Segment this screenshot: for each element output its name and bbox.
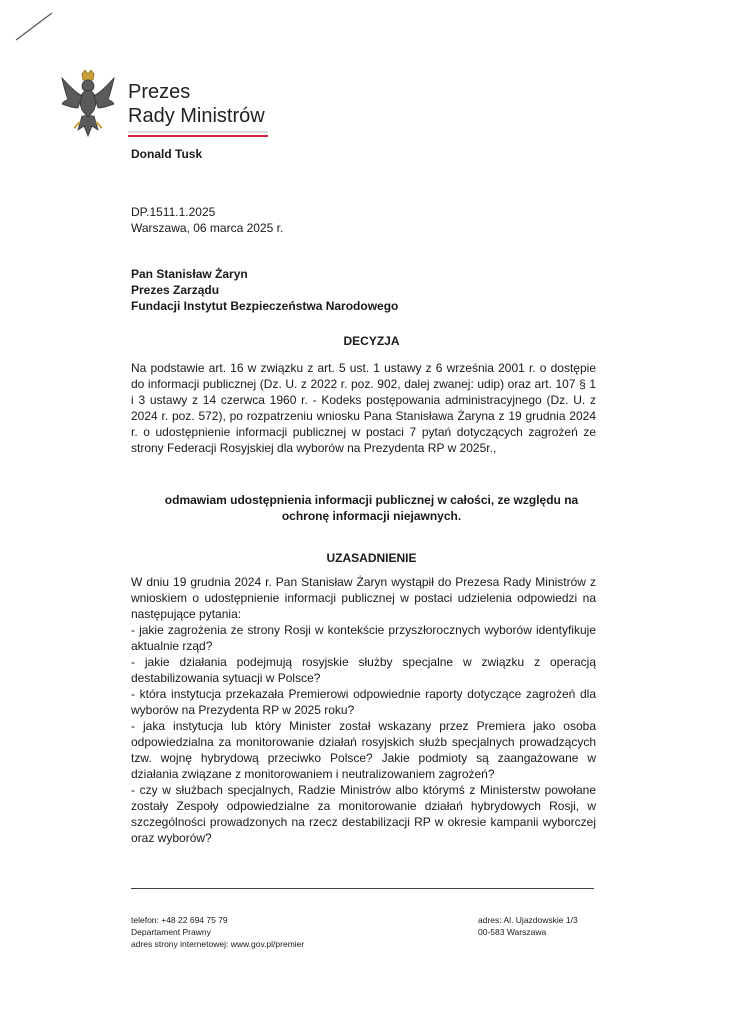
justification-body — [131, 574, 596, 846]
flag-stripe-red — [128, 135, 268, 137]
addressee-block — [131, 266, 398, 314]
footer-address — [478, 914, 578, 938]
signer-name: Donald Tusk — [131, 147, 203, 161]
office-title-line2: Rady Ministrów — [128, 105, 265, 127]
footer-address-line2: 00-583 Warszawa — [478, 927, 547, 937]
footer-phone: telefon: +48 22 694 75 79 — [131, 915, 228, 925]
footer-website: adres strony internetowej: www.gov.pl/premier — [131, 939, 305, 949]
decision-heading: DECYZJA — [343, 334, 400, 348]
question-item: - jaka instytucja lub który Minister został wskazany przez Premiera jako osoba odpowiedzialna za monitorowanie działań rosyjskich służb specjalnych prowadzących tzw. wojnę hybrydową przeciwko Polsce? Jakie podmioty są zaangażowane w działania związane z monitorowaniem i neutralizowaniem zagrożeń? — [131, 719, 596, 781]
eagle-emblem-icon — [60, 70, 116, 138]
question-item: - jakie zagrożenia ze strony Rosji w kontekście przyszłorocznych wyborów identyfikuje aktualnie rząd? — [131, 623, 596, 653]
justification-intro: W dniu 19 grudnia 2024 r. Pan Stanisław Żaryn wystąpił do Prezesa Rady Ministrów z wnioskiem o udostępnienie informacji publicznej w postaci udzielenia odpowiedzi na następujące pytania: — [131, 575, 596, 621]
addressee-organization: Fundacji Instytut Bezpieczeństwa Narodowego — [131, 299, 399, 313]
footer-address-line1: adres: Al. Ujazdowskie 1/3 — [478, 915, 578, 925]
office-title-line1: Prezes — [128, 81, 191, 103]
reference-number: DP.1511.1.2025 — [131, 205, 216, 219]
footer-department: Departament Prawny — [131, 927, 211, 937]
question-item: - czy w służbach specjalnych, Radzie Ministrów albo którymś z Ministerstw powołane zostały Zespoły odpowiedzialne za monitorowanie działań hybrydowych Rosji, w szczególności prowadzonych na rzecz destabilizacji RP w okresie kampanii wyborczej oraz wyborów? — [131, 783, 596, 845]
justification-heading: UZASADNIENIE — [326, 551, 417, 565]
addressee-position: Prezes Zarządu — [131, 283, 220, 297]
decision-verdict: odmawiam udostępnienia informacji publicznej w całości, ze względu na ochronę informacji niejawnych. — [164, 493, 579, 523]
question-item: - która instytucja przekazała Premierowi odpowiednie raporty dotyczące zagrożeń dla wyborów na Prezydenta RP w 2025 roku? — [131, 687, 596, 717]
document-meta — [131, 204, 283, 236]
question-item: - jakie działania podejmują rosyjskie służby specjalne w związku z operacją destabilizowania sytuacji w Polsce? — [131, 655, 596, 685]
flag-stripe-white — [128, 131, 268, 133]
addressee-name: Pan Stanisław Żaryn — [131, 267, 248, 281]
place-date: Warszawa, 06 marca 2025 r. — [131, 221, 284, 235]
pen-stroke-mark — [14, 10, 54, 42]
office-title — [128, 80, 265, 128]
footer-contact — [131, 914, 304, 950]
decision-paragraph: Na podstawie art. 16 w związku z art. 5 ust. 1 ustawy z 6 września 2001 r. o dostępie do informacji publicznej (Dz. U. z 2022 r. poz. 902, dalej zwanej: udip) oraz art. 107 § 1 i 3 ustawy z 14 czerwca 1960 r. - Kodeks postępowania administracyjnego (Dz. U. z 2024 r. poz. 572), po rozpatrzeniu wniosku Pana Stanisława Żaryna z 19 grudnia 2024 r. o udostępnienie informacji publicznej w postaci 7 pytań dotyczących zagrożeń ze strony Federacji Rosyjskiej dla wyborów na Prezydenta RP w 2025r., — [131, 361, 596, 455]
footer-divider — [131, 888, 594, 889]
